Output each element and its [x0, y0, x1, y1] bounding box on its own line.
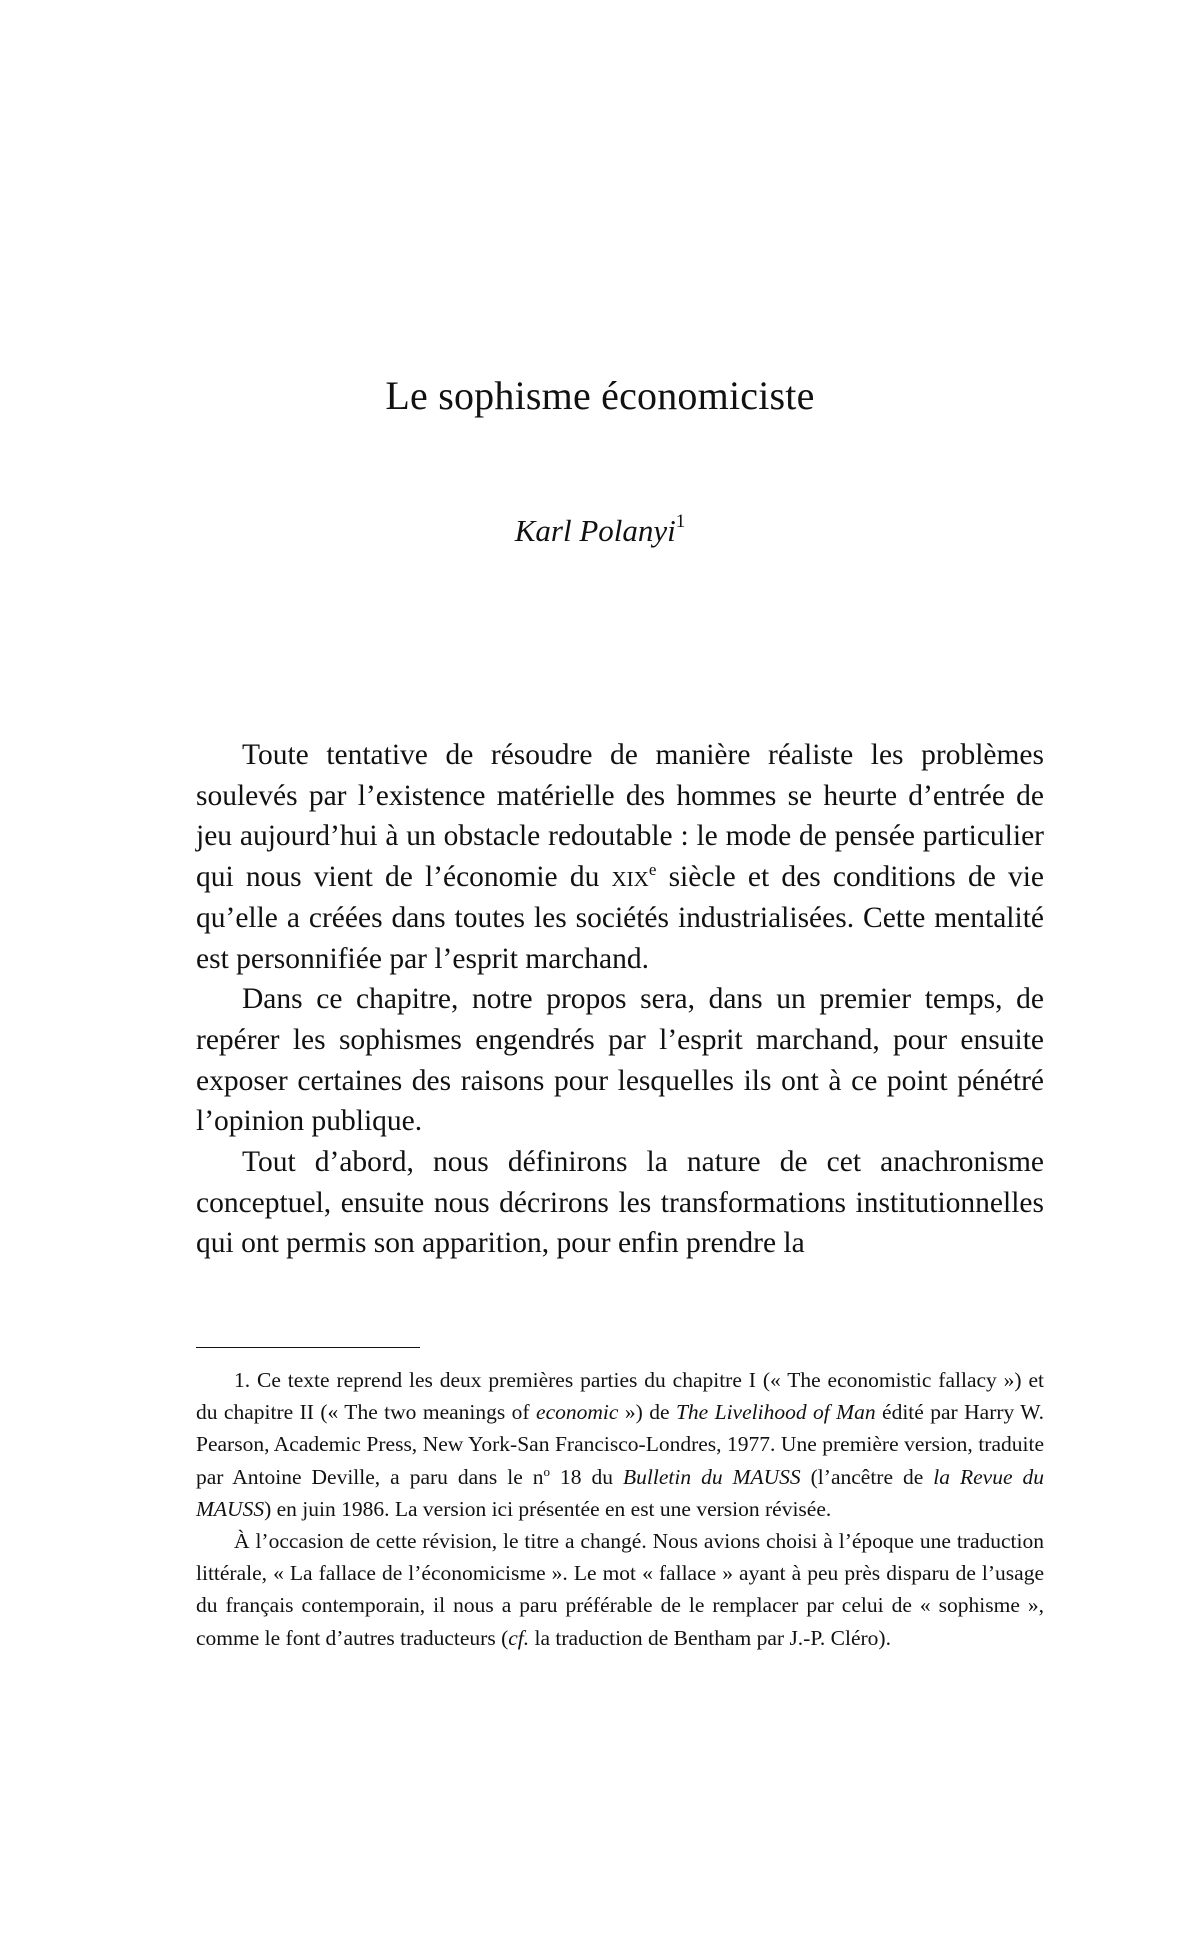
footnote-1-economic: economic [536, 1400, 619, 1425]
footnote-2-text-a: À l’occasion de cette révision, le titre a changé. Nous avions choisi à l’époque une traduction littérale, « La fallace de l’économicisme ». Le mot « fallace » ayant à peu près disparu de l’usage du français contemporain, il nous a paru préférable de le remplacer par celui de « sophisme », comme le font d’autres traducteurs ( [196, 1529, 1044, 1650]
century-suffix: e [648, 860, 657, 880]
footnote-marker: 1 [675, 511, 686, 532]
footnote-1-bulletin: Bulletin du MAUSS [623, 1464, 801, 1489]
article-body [196, 735, 1044, 1264]
footnote-1-text-b: ») de [618, 1400, 676, 1425]
body-paragraph-3: Tout d’abord, nous définirons la nature de cet anachronisme conceptuel, ensuite nous décrirons les transformations institutionnelles qui ont permis son apparition, pour enfin prendre la [196, 1146, 1044, 1260]
footnote-1-text-c: édité par Harry W. Pearson, Academic Press, New York-San Francisco-Londres, 1977. Une première version, traduite par Antoine Deville, a paru dans le n [196, 1400, 1045, 1489]
footnote-1-book-title: The Livelihood of Man [675, 1400, 876, 1425]
footnote-2-cf: cf. [508, 1625, 530, 1650]
article-title-text: Le sophisme économiciste [385, 373, 815, 418]
author-name: Karl Polanyi [514, 513, 676, 548]
footnote-1-revue: la Revue du MAUSS [196, 1464, 1044, 1521]
body-paragraph-1-text-a: Toute tentative de résoudre de manière réaliste les problèmes soulevés par l’existence matérielle des hommes se heurte d’entrée de jeu aujourd’hui à un obstacle redoutable : le mode de pensée particulier qui nous vient de l’économie du [196, 739, 1044, 894]
body-paragraph-1-text-b: siècle et des conditions de vie qu’elle a créées dans toutes les sociétés industrialisées. Cette mentalité est personnifiée par l’esprit marchand. [196, 861, 1045, 975]
footnotes [196, 1364, 1044, 1654]
footnote-2-text-b: la traduction de Bentham par J.-P. Cléro). [529, 1625, 891, 1650]
article-title [0, 372, 1200, 419]
article-author [0, 513, 1200, 549]
footnote-1-numero: o [543, 1463, 551, 1479]
footnote-1-text-d: 18 du [550, 1464, 624, 1489]
footnote-2 [196, 1525, 1044, 1654]
body-paragraph-1 [196, 735, 1044, 979]
footnote-1-text-e: (l’ancêtre de [800, 1464, 934, 1489]
footnote-1-text-a: 1. Ce texte reprend les deux premières parties du chapitre I (« The economistic fallacy ») et du chapitre II (« The two meanings of [196, 1368, 1044, 1425]
body-paragraph-2: Dans ce chapitre, notre propos sera, dans un premier temps, de repérer les sophismes engendrés par l’esprit marchand, pour ensuite exposer certaines des raisons pour lesquelles ils ont à ce point pénétré l’opinion publique. [196, 983, 1044, 1138]
footnote-separator [196, 1347, 420, 1348]
century-numeral: xix [611, 861, 649, 894]
footnote-1-text-f: ) en juin 1986. La version ici présentée en est une version révisée. [264, 1496, 832, 1521]
footnote-1 [196, 1364, 1044, 1525]
